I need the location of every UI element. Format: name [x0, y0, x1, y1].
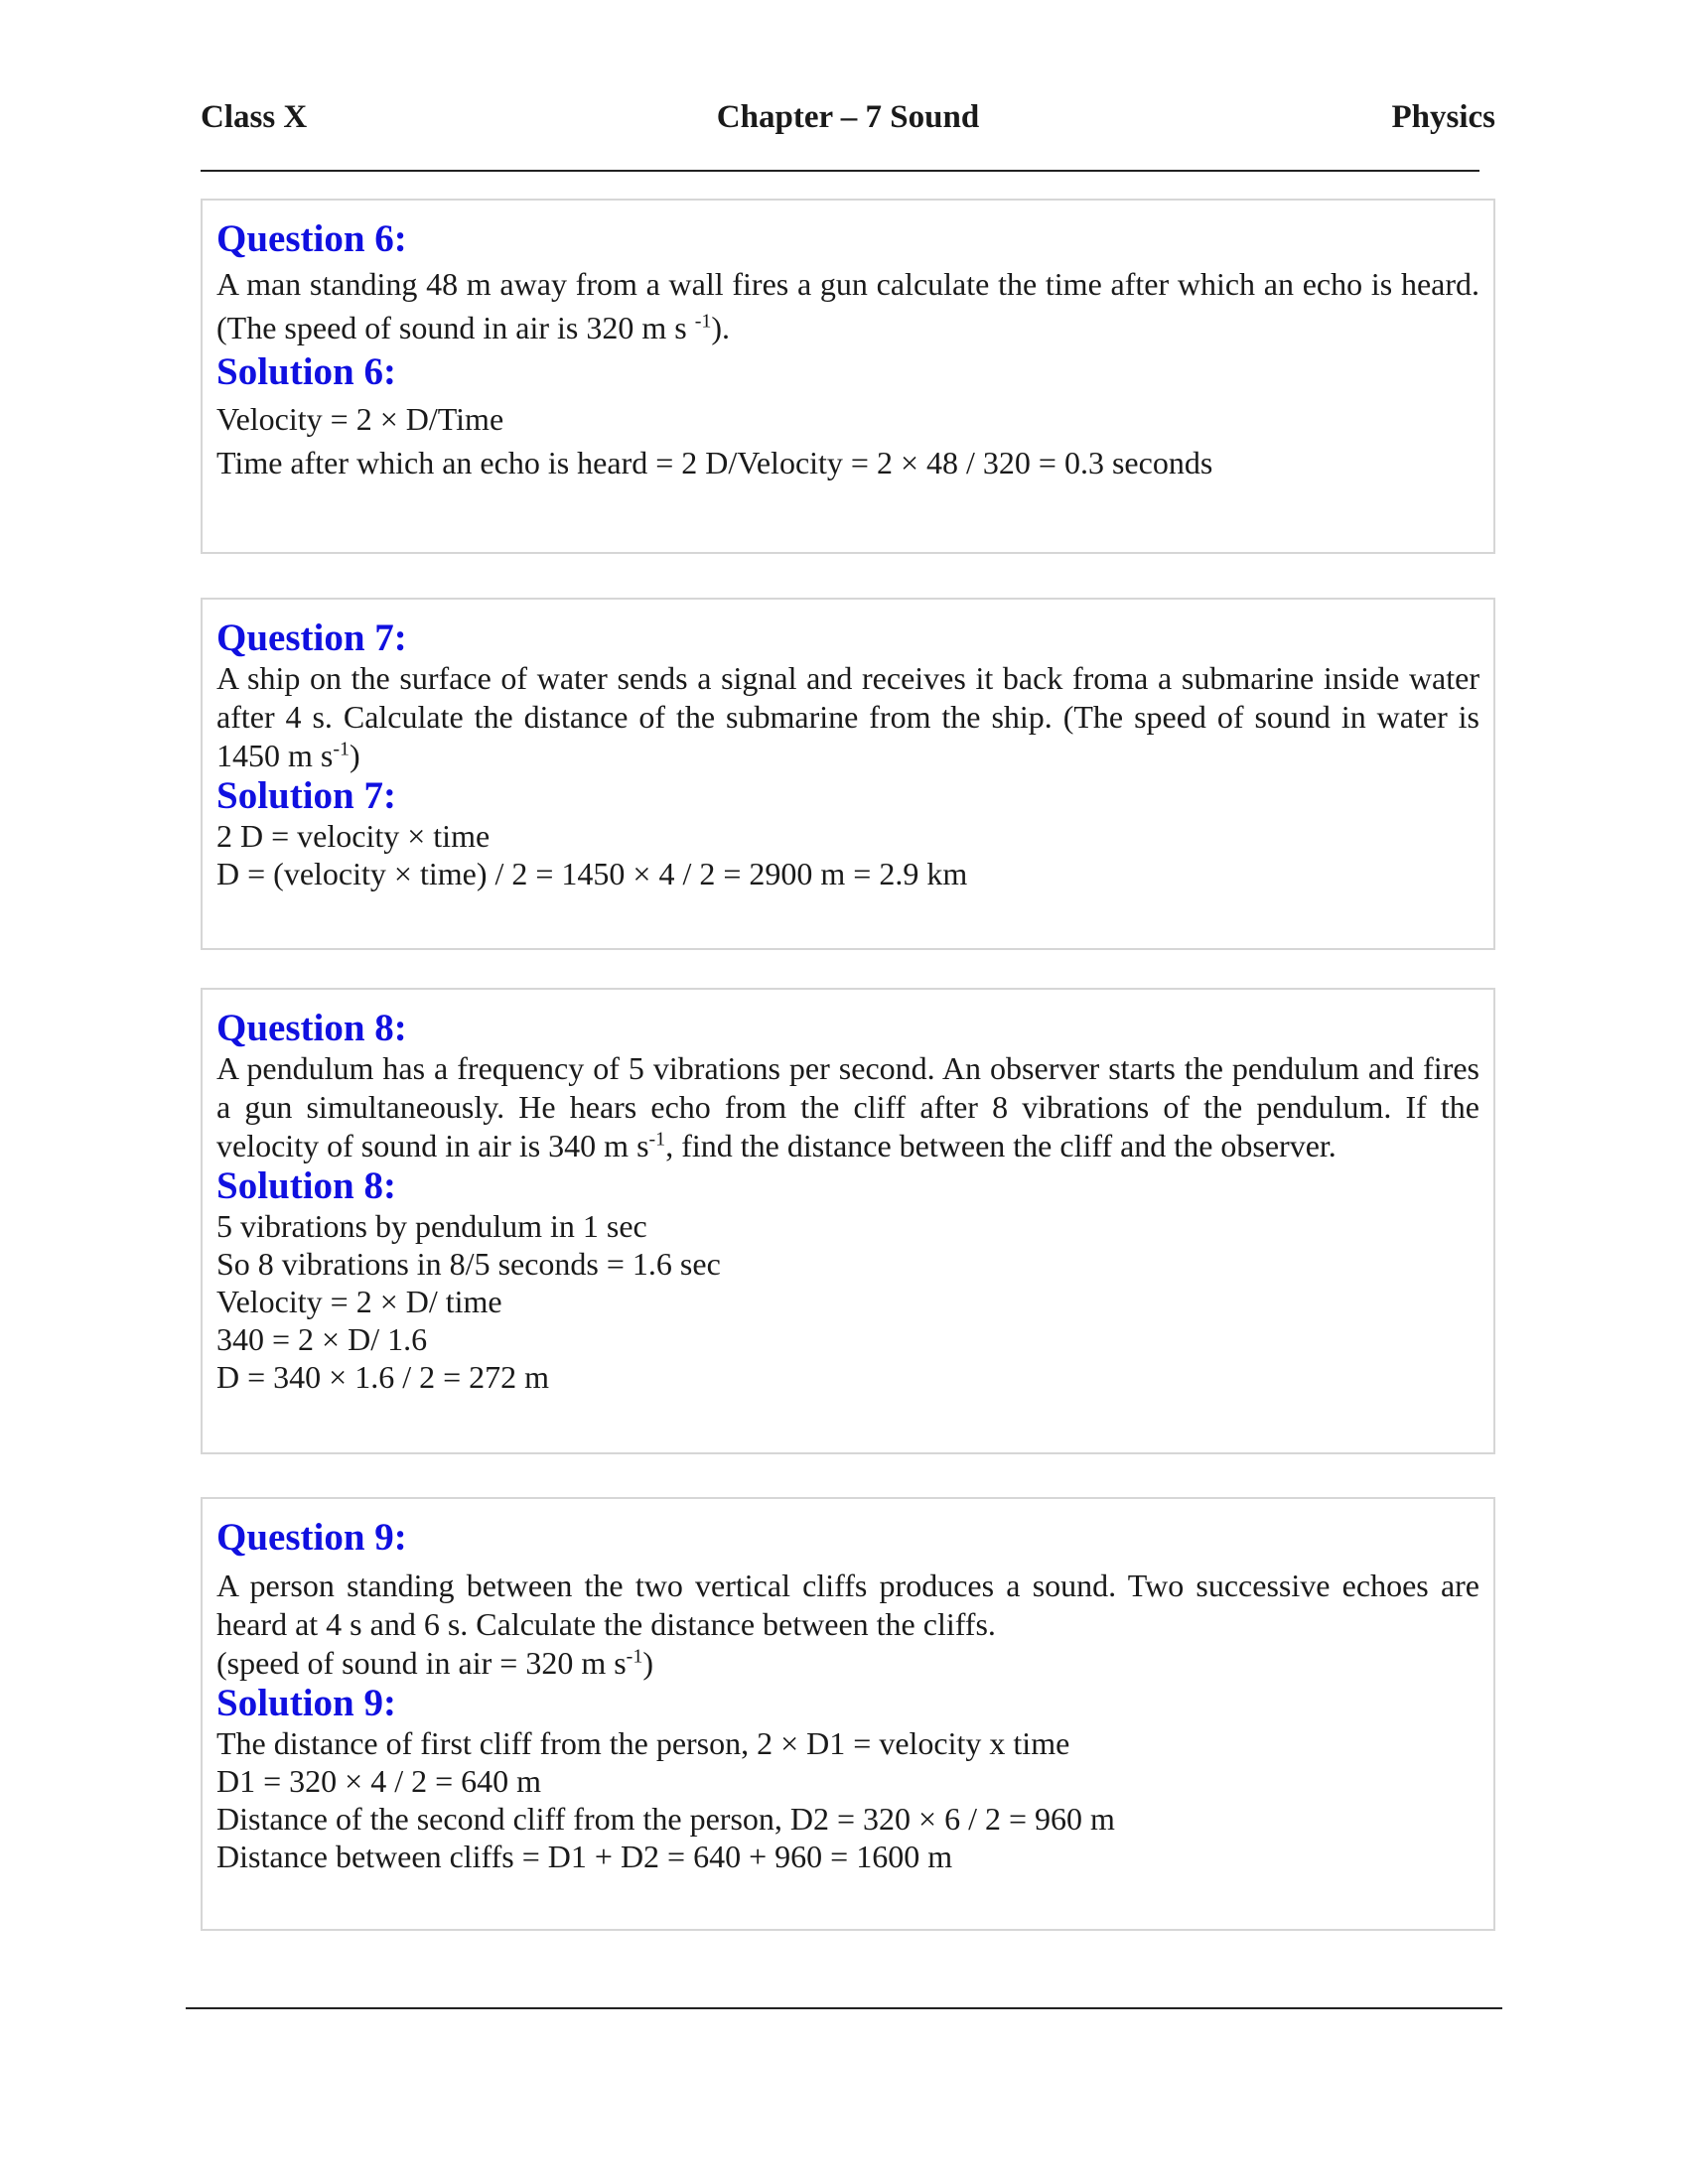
solution-line: 5 vibrations by pendulum in 1 sec [216, 1208, 647, 1244]
superscript: -1 [626, 1645, 643, 1668]
solution-body [216, 817, 1479, 892]
question-text-main: A pendulum has a frequency of 5 vibrations per second. An observer starts the pendulum and fires a gun simultaneously. He hears echo from the cliff after 8 vibrations of the pendulum. If the velocity of sound in air is 340 m s [216, 1050, 1479, 1163]
solution-line: D = 340 × 1.6 / 2 = 272 m [216, 1359, 550, 1395]
question-text-end: , find the distance between the cliff and the observer. [665, 1128, 1336, 1163]
solution-body [216, 1724, 1479, 1875]
solution-line: The distance of first cliff from the person, 2 × D1 = velocity x time [216, 1725, 1070, 1761]
question-card-7 [201, 598, 1495, 950]
header-divider [201, 170, 1479, 172]
question-text-end: ). [711, 310, 731, 345]
question-title: Question 6: [216, 217, 407, 260]
solution-line: Distance between cliffs = D1 + D2 = 640 + 960 = 1600 m [216, 1839, 953, 1874]
solution-line: D = (velocity × time) / 2 = 1450 × 4 / 2 = 2900 m = 2.9 km [216, 856, 968, 891]
solution-line: 2 D = velocity × time [216, 818, 491, 854]
question-card-6 [201, 199, 1495, 554]
solution-line: Velocity = 2 × D/ time [216, 1284, 502, 1319]
solution-title: Solution 9: [216, 1682, 396, 1724]
solution-line: Distance of the second cliff from the person, D2 = 320 × 6 / 2 = 960 m [216, 1801, 1115, 1837]
solution-line: Time after which an echo is heard = 2 D/Velocity = 2 × 48 / 320 = 0.3 seconds [216, 445, 1213, 480]
footer-divider [186, 2007, 1502, 2009]
question-text [216, 1049, 1479, 1165]
header-class: Class X [201, 99, 308, 135]
page-header [201, 99, 1495, 139]
question-text-main: A man standing 48 m away from a wall fires a gun calculate the time after which an echo is heard. (The speed of sound in air is 320 m s [216, 266, 1479, 345]
solution-title: Solution 6: [216, 350, 396, 393]
superscript: -1 [648, 1128, 666, 1151]
solution-title: Solution 8: [216, 1164, 396, 1207]
question-text-main: (speed of sound in air = 320 m s [216, 1645, 627, 1681]
question-speed-note [216, 1644, 1479, 1683]
question-title: Question 7: [216, 616, 407, 659]
question-title: Question 8: [216, 1007, 407, 1049]
header-subject: Physics [1391, 99, 1495, 135]
question-text [216, 659, 1479, 775]
solution-line: 340 = 2 × D/ 1.6 [216, 1321, 428, 1357]
question-text-main: A ship on the surface of water sends a signal and receives it back froma a submarine inside water after 4 s. Calculate the distance of the submarine from the ship. (The speed of sound in water is 1450 m s [216, 660, 1479, 773]
solution-title: Solution 7: [216, 774, 396, 817]
question-text [216, 262, 1479, 349]
solution-line: So 8 vibrations in 8/5 seconds = 1.6 sec [216, 1246, 721, 1282]
question-card-9 [201, 1497, 1495, 1931]
solution-body [216, 397, 1479, 484]
question-text: A person standing between the two vertical cliffs produces a sound. Two successive echoes are heard at 4 s and 6 s. Calculate the distance between the cliffs. [216, 1568, 1479, 1642]
solution-body [216, 1207, 1479, 1396]
solution-line: D1 = 320 × 4 / 2 = 640 m [216, 1763, 542, 1799]
superscript: -1 [333, 738, 351, 760]
header-chapter: Chapter – 7 Sound [716, 99, 980, 135]
question-card-8 [201, 988, 1495, 1454]
superscript: -1 [694, 310, 712, 333]
question-title: Question 9: [216, 1516, 407, 1559]
solution-line: Velocity = 2 × D/Time [216, 401, 504, 437]
question-text-end: ) [350, 738, 360, 773]
question-text-end: ) [642, 1645, 653, 1681]
